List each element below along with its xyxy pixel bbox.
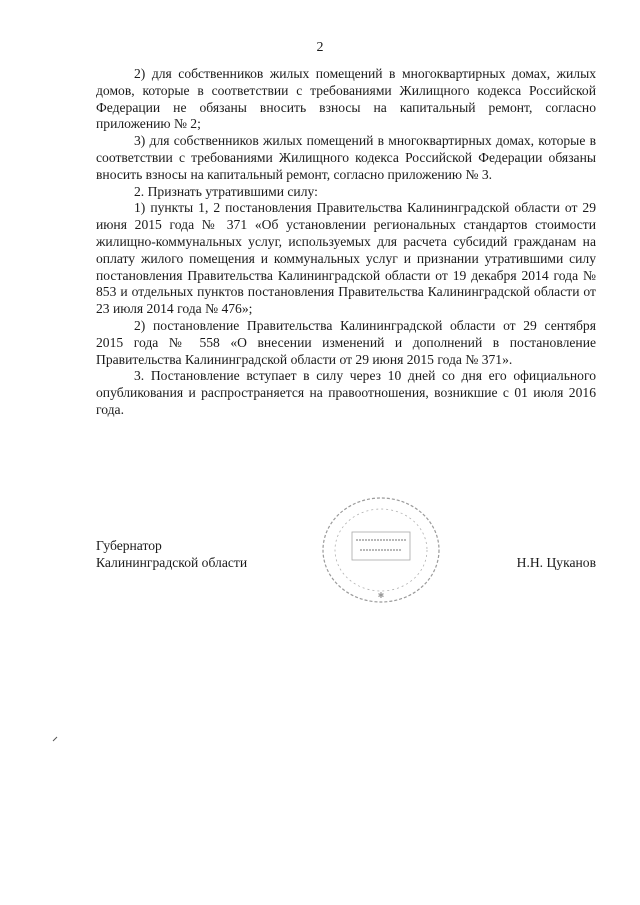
paragraph: 2. Признать утратившими силу:: [134, 183, 318, 199]
signature-block: [96, 537, 596, 577]
position-line: Губернатор: [96, 538, 162, 553]
paragraph: 2) постановление Правительства Калининградской области от 29 сентября 2015 года № 558 «О внесении изменений и дополнений в постановление Правительства Калининградской области от 29 июня 2015 года № 371».: [96, 317, 596, 367]
stray-mark: [52, 736, 58, 742]
paragraph: 2) для собственников жилых помещений в многоквартирных домах, жилых домов, которые в соответствии с требованиями Жилищного кодекса Российской Федерации не обязаны вносить взносы на капитальный ремонт, согласно приложению № 2;: [96, 66, 596, 132]
document-body: [96, 66, 596, 419]
signatory-position: [96, 537, 247, 571]
svg-text:✱: ✱: [377, 591, 385, 600]
page-number: 2: [316, 40, 324, 55]
paragraph: 3. Постановление вступает в силу через 10 дней со дня его официального опубликования и распространяется на правоотношения, возникшие с 01 июля 2016 года.: [96, 368, 596, 417]
signatory-name: Н.Н. Цуканов: [516, 555, 596, 570]
paragraph: 1) пункты 1, 2 постановления Правительства Калининградской области от 29 июня 2015 года № 371 «Об установлении региональных стандартов стоимости жилищно-коммунальных услуг, используемых для расчета субсидий гражданам на оплату жилого помещения и коммунальных услуг и признании утратившими силу постановления Правительства Калининградской области от 19 декабря 2014 года № 853 и отдельных пунктов постановления Правительства Калининградской области от 23 июля 2014 года № 476»;: [96, 200, 596, 317]
paragraph: 3) для собственников жилых помещений в многоквартирных домах, которые в соответствии с требованиями Жилищного кодекса Российской Федерации обязаны вносить взносы на капитальный ремонт, согласно приложению № 3.: [96, 133, 596, 182]
position-line: Калининградской области: [96, 555, 248, 570]
